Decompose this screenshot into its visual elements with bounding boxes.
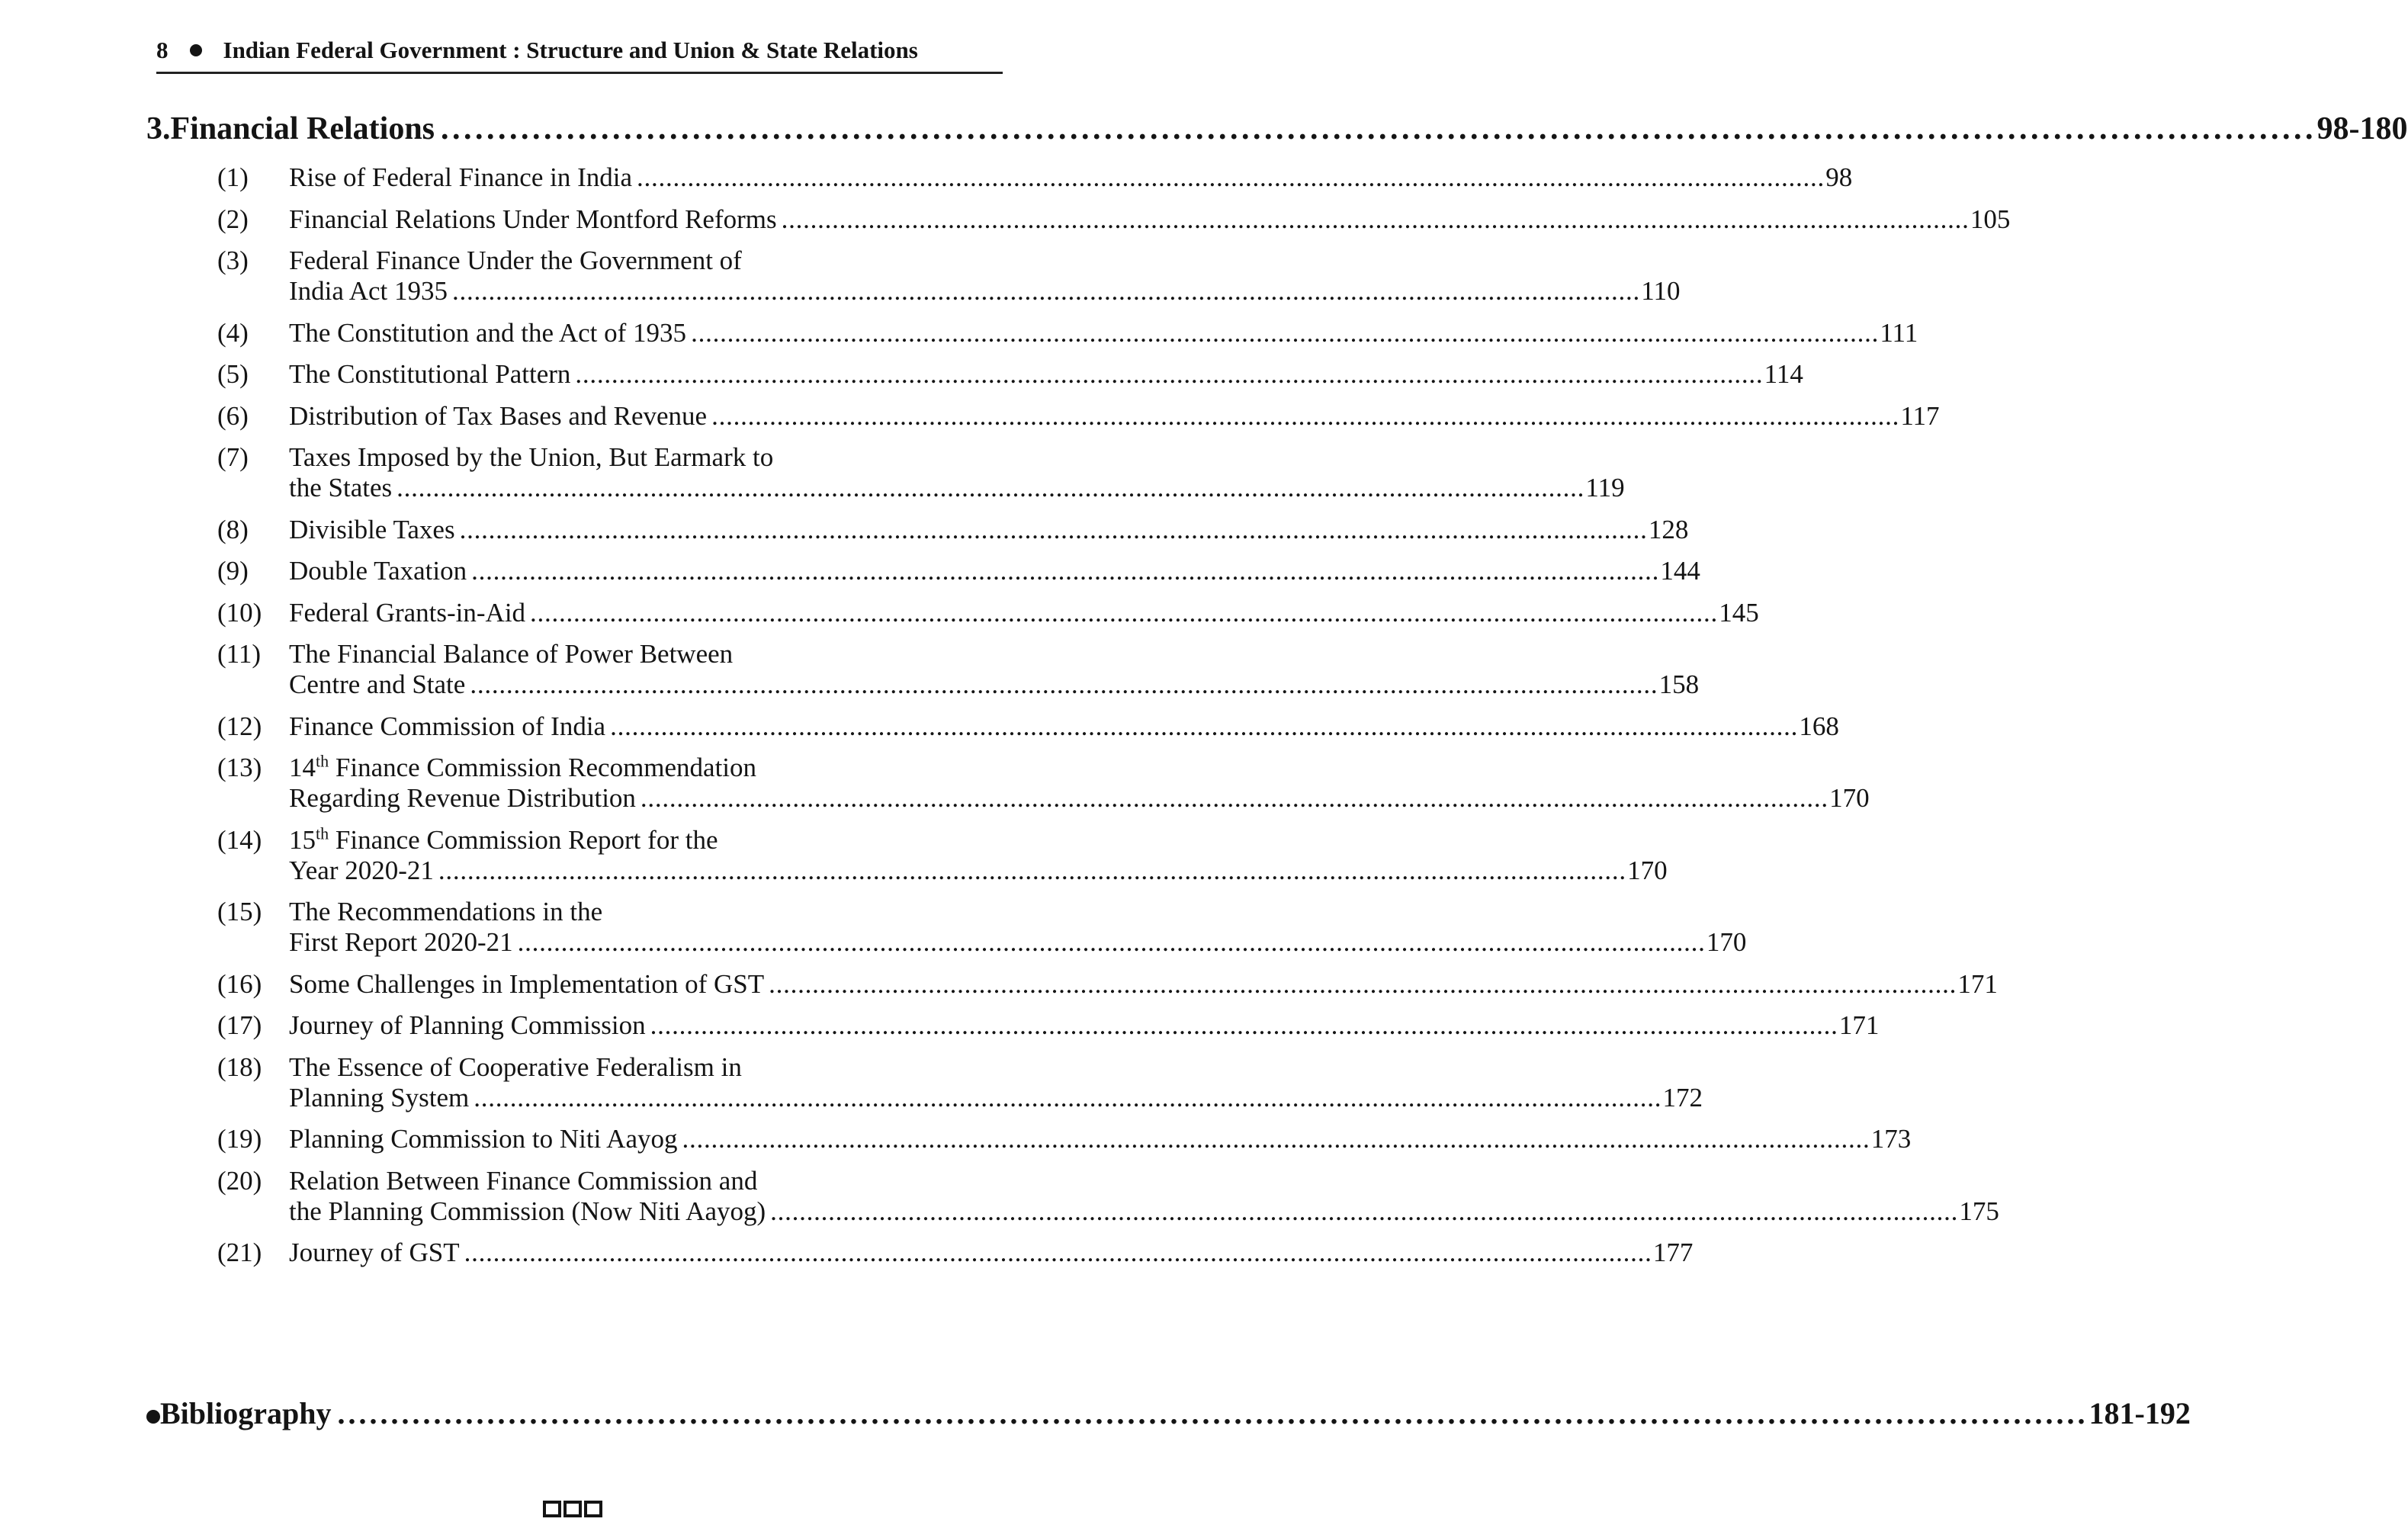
entry-last-line <box>289 359 1803 390</box>
entry-last-line <box>289 162 1852 193</box>
entry-body <box>289 969 1998 1000</box>
entry-last-line <box>289 1196 1999 1227</box>
entry-page-number: 114 <box>1764 359 1803 389</box>
dot-leader <box>464 1238 1649 1268</box>
entry-last-line <box>289 1238 1693 1268</box>
entry-body <box>289 1052 1703 1113</box>
entry-number: (7) <box>217 442 249 472</box>
entry-title-text: Taxes Imposed by the Union, But Earmark to <box>289 442 774 472</box>
entry-number: (12) <box>217 711 262 741</box>
entry-title-text: Distribution of Tax Bases and Revenue <box>289 400 708 431</box>
dot-leader <box>460 515 1644 545</box>
entry-title-text: The Recommendations in the <box>289 897 603 926</box>
entry-number: (18) <box>217 1051 262 1082</box>
entry-title-line <box>289 246 1680 276</box>
toc-entry <box>217 1051 1703 1113</box>
entry-page-number: 144 <box>1660 556 1700 586</box>
entry-number: (9) <box>217 556 249 586</box>
entry-last-line <box>289 318 1918 348</box>
entry-title-text: Double Taxation <box>289 556 467 586</box>
entry-title-text: Finance Commission of India <box>289 711 606 741</box>
toc-entry <box>217 751 1870 814</box>
entry-page-number: 117 <box>1900 400 1940 431</box>
entry-page-number: 98 <box>1825 162 1853 192</box>
entry-body <box>289 442 1625 503</box>
toc-entry <box>217 442 1625 503</box>
entry-number: (16) <box>217 968 262 999</box>
entry-last-line <box>289 401 1940 432</box>
bibliography-title: Bibliography <box>160 1396 332 1430</box>
entry-ordinal-suffix: th <box>316 751 329 771</box>
toc-entry <box>217 400 1940 432</box>
entry-page-number: 175 <box>1959 1196 1999 1226</box>
entry-body <box>289 1166 1999 1227</box>
toc-entry <box>217 897 1747 958</box>
entry-number: (3) <box>217 246 249 275</box>
entry-body <box>289 556 1700 586</box>
entry-last-line <box>289 669 1699 700</box>
dot-leader <box>650 1010 1835 1041</box>
entry-title-text: The Essence of Cooperative Federalism in <box>289 1051 742 1082</box>
entry-title-text: Centre and State <box>289 669 466 699</box>
entry-page-number: 171 <box>1838 1010 1880 1040</box>
dot-leader <box>518 927 1702 958</box>
entry-last-line <box>289 1083 1703 1113</box>
entry-page-number: 177 <box>1652 1238 1694 1267</box>
entry-number: (8) <box>217 514 249 544</box>
entry-title-text: Finance Commission Report for the <box>329 824 718 855</box>
dot-leader <box>441 111 2311 147</box>
entry-number: (13) <box>217 753 262 782</box>
entry-body <box>289 1238 1693 1268</box>
dot-leader <box>641 783 1825 814</box>
entry-title-text: Federal Finance Under the Government of <box>289 246 742 275</box>
entry-title-text: Year 2020-21 <box>289 855 434 885</box>
toc-entry <box>217 1010 1880 1041</box>
entry-title-text: Relation Between Finance Commission and <box>289 1165 758 1196</box>
entry-body <box>289 825 1668 886</box>
entry-page-number: 170 <box>1627 855 1668 885</box>
toc-entry <box>217 1238 1694 1268</box>
entry-title-text: The Constitutional Pattern <box>289 359 571 389</box>
end-mark-icon <box>543 1501 602 1517</box>
entry-last-line <box>289 515 1688 545</box>
entry-title-text: The Financial Balance of Power Between <box>289 639 734 669</box>
dot-leader <box>770 1196 1954 1227</box>
entry-number: (17) <box>217 1010 262 1040</box>
entry-page-number: 111 <box>1880 317 1918 348</box>
entry-last-line <box>289 927 1746 958</box>
dot-leader <box>769 969 1953 1000</box>
toc-entry <box>217 359 1803 390</box>
entry-page-number: 170 <box>1706 927 1747 957</box>
entry-number: (5) <box>217 359 249 389</box>
dot-leader <box>575 359 1759 390</box>
entry-title-text: the Planning Commission (Now Niti Aayog) <box>289 1196 766 1226</box>
entry-page-number: 171 <box>1957 968 1998 999</box>
entry-number: (21) <box>217 1238 262 1267</box>
dot-leader <box>711 401 1896 432</box>
entry-body <box>289 639 1699 700</box>
entry-page-number: 105 <box>1970 204 2011 234</box>
toc-entry <box>217 1124 1912 1154</box>
toc-entry <box>217 514 1689 545</box>
entry-body <box>289 515 1688 545</box>
entry-last-line <box>289 711 1839 742</box>
entry-title-line <box>289 442 1625 473</box>
entry-page-number: 170 <box>1829 783 1870 813</box>
entry-title-text: Journey of GST <box>289 1238 460 1267</box>
header-page-number: 8 <box>156 37 169 63</box>
toc-entry <box>217 317 1918 348</box>
toc-entries <box>217 162 2011 1279</box>
entry-title-line <box>289 753 1870 783</box>
dot-leader <box>471 556 1655 586</box>
toc-entry <box>217 556 1700 586</box>
entry-body <box>289 598 1759 628</box>
toc-entry <box>217 1165 1999 1227</box>
entry-last-line <box>289 969 1998 1000</box>
entry-last-line <box>289 1010 1879 1041</box>
entry-title-text: Planning Commission to Niti Aayog <box>289 1124 678 1154</box>
entry-page-number: 168 <box>1799 711 1839 741</box>
entry-number: (6) <box>217 400 249 431</box>
entry-last-line <box>289 473 1625 503</box>
entry-last-line <box>289 204 2010 235</box>
entry-body <box>289 711 1839 742</box>
entry-last-line <box>289 598 1759 628</box>
bullet-icon <box>190 44 202 56</box>
entry-title-line <box>289 897 1746 927</box>
dot-leader <box>338 1395 2083 1431</box>
header-book-title: Indian Federal Government : Structure and Union & State Relations <box>223 37 918 63</box>
dot-leader <box>782 204 1966 235</box>
dot-leader <box>438 856 1623 886</box>
entry-ordinal-suffix: th <box>316 823 329 843</box>
entry-title-text: First Report 2020-21 <box>289 927 513 957</box>
bullet-icon <box>146 1410 160 1424</box>
bibliography-entry <box>146 1395 2191 1431</box>
entry-title-text: Rise of Federal Finance in India <box>289 162 633 192</box>
chapter-number: 3. <box>146 111 171 146</box>
entry-body <box>289 162 1852 193</box>
entry-body <box>289 1010 1879 1041</box>
entry-last-line <box>289 856 1668 886</box>
entry-title-text: Divisible Taxes <box>289 514 455 544</box>
entry-ordinal: 14 <box>289 753 316 782</box>
entry-page-number: 158 <box>1658 669 1700 699</box>
chapter-title: Financial Relations <box>170 111 435 146</box>
entry-title-text: Finance Commission Recommendation <box>329 753 757 782</box>
entry-number: (10) <box>217 597 262 628</box>
entry-title-text: Some Challenges in Implementation of GST <box>289 968 765 999</box>
toc-entry <box>217 823 1668 886</box>
dot-leader <box>637 162 1821 193</box>
entry-page-number: 128 <box>1648 514 1689 544</box>
toc-entry <box>217 968 1998 1000</box>
chapter-heading <box>146 111 2408 147</box>
entry-page-number: 172 <box>1662 1082 1703 1112</box>
entry-body <box>289 246 1680 307</box>
entry-title-text: Journey of Planning Commission <box>289 1010 646 1040</box>
entry-last-line <box>289 556 1700 586</box>
bibliography-pages: 181-192 <box>2089 1396 2191 1430</box>
entry-title-line <box>289 1166 1999 1196</box>
entry-last-line <box>289 276 1680 307</box>
entry-title-line <box>289 1052 1703 1083</box>
entry-body <box>289 753 1870 814</box>
dot-leader <box>397 473 1581 503</box>
entry-title-text: The Constitution and the Act of 1935 <box>289 317 687 348</box>
entry-number: (2) <box>217 204 249 234</box>
dot-leader <box>452 276 1636 307</box>
entry-number: (20) <box>217 1165 262 1196</box>
entry-body <box>289 359 1803 390</box>
entry-title-line <box>289 639 1699 669</box>
toc-entry <box>217 639 1700 700</box>
dot-leader <box>682 1124 1866 1154</box>
entry-page-number: 173 <box>1870 1124 1912 1154</box>
entry-body <box>289 204 2010 235</box>
entry-number: (1) <box>217 162 249 192</box>
entry-last-line <box>289 1124 1911 1154</box>
toc-entry <box>217 204 2011 235</box>
toc-entry <box>217 246 1681 307</box>
dot-leader <box>530 598 1714 628</box>
entry-number: (19) <box>217 1124 262 1154</box>
entry-title-text: India Act 1935 <box>289 276 448 306</box>
entry-body <box>289 1124 1911 1154</box>
entry-title-text: Financial Relations Under Montford Reforms <box>289 204 777 234</box>
entry-body <box>289 401 1940 432</box>
entry-page-number: 110 <box>1641 276 1681 306</box>
entry-last-line <box>289 783 1870 814</box>
entry-body <box>289 318 1918 348</box>
toc-entry <box>217 597 1759 628</box>
entry-number: (11) <box>217 639 262 669</box>
toc-entry <box>217 162 1853 193</box>
dot-leader <box>470 669 1654 700</box>
dot-leader <box>691 318 1875 348</box>
entry-title-line <box>289 825 1668 856</box>
entry-title-text: the States <box>289 473 393 502</box>
entry-number: (15) <box>217 897 262 926</box>
entry-ordinal: 15 <box>289 824 316 855</box>
entry-number: (14) <box>217 824 262 855</box>
dot-leader <box>474 1083 1658 1113</box>
entry-title-text: Planning System <box>289 1082 470 1112</box>
dot-leader <box>610 711 1794 742</box>
toc-entry <box>217 711 1839 742</box>
entry-number: (4) <box>217 317 249 348</box>
entry-page-number: 119 <box>1585 473 1625 502</box>
chapter-pages: 98-180 <box>2316 111 2408 146</box>
entry-page-number: 145 <box>1719 597 1759 628</box>
entry-title-text: Federal Grants-in-Aid <box>289 597 526 628</box>
entry-title-text: Regarding Revenue Distribution <box>289 783 636 813</box>
running-header <box>156 37 1003 74</box>
entry-body <box>289 897 1746 958</box>
